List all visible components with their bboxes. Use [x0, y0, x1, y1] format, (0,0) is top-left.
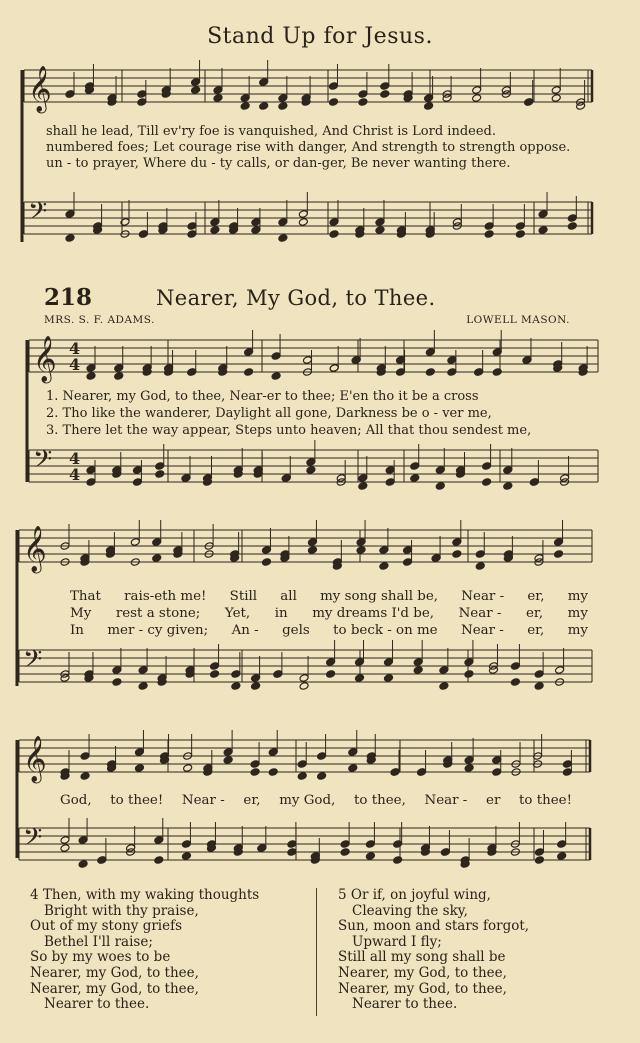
staff [19, 740, 590, 772]
verse-line: Upward I fly; [352, 933, 442, 950]
lyric-word: to thee! [519, 793, 572, 808]
verse-line: Nearer to thee. [44, 996, 150, 1013]
note [492, 368, 502, 377]
note [281, 474, 291, 483]
lyric-word: all [280, 589, 297, 604]
lyric-word: mer - cy given; [107, 623, 209, 638]
lyric-word: my dreams I'd be, [312, 606, 434, 621]
note [379, 546, 389, 555]
system2-verse1-lyric [70, 589, 588, 604]
note [250, 760, 260, 769]
staff [24, 202, 592, 234]
staff [19, 650, 592, 682]
verse-line: Nearer, my God, to thee, [30, 980, 199, 997]
note [114, 372, 124, 381]
note [268, 768, 278, 777]
note [358, 90, 368, 99]
lyric-word: gels [282, 623, 310, 638]
note [393, 856, 403, 865]
note [86, 364, 96, 373]
note [384, 658, 394, 667]
note [86, 372, 96, 381]
note [187, 222, 197, 231]
note [326, 670, 336, 679]
system2-verse2-lyric [70, 606, 588, 621]
note [244, 348, 254, 357]
note [562, 760, 572, 769]
note [152, 554, 162, 563]
note [231, 670, 241, 679]
note [329, 364, 339, 373]
note [210, 226, 220, 235]
lyric-word: to thee! [110, 793, 164, 808]
note [152, 538, 162, 547]
note [510, 662, 520, 671]
lyric-word: my [567, 623, 588, 638]
verse-line: Nearer, my God, to thee, [30, 964, 199, 981]
note [475, 550, 485, 559]
lyric-word: rest a stone; [115, 606, 201, 621]
lyric-word: In [70, 623, 84, 638]
note [472, 94, 482, 103]
previous-hymn-title: Stand Up for Jesus. [207, 24, 433, 49]
note [522, 356, 532, 365]
note [268, 748, 278, 757]
note [86, 466, 96, 475]
treble-clef: 𝄞 [28, 66, 52, 112]
lyric-word: er, [243, 793, 261, 808]
lyric-word: rais-eth me! [124, 589, 207, 604]
note [137, 98, 147, 107]
note [356, 546, 366, 555]
note [365, 840, 375, 849]
note [551, 94, 561, 103]
note [484, 222, 494, 231]
note [86, 478, 96, 487]
lyric-word: My [70, 606, 92, 621]
note [385, 466, 395, 475]
note [112, 666, 122, 675]
verse-line: 5 Or if, on joyful wing, [338, 887, 491, 903]
staff [29, 340, 598, 372]
note [551, 86, 561, 95]
note [356, 538, 366, 547]
lyric-word: er, [527, 589, 545, 604]
note [271, 352, 281, 361]
note [482, 462, 492, 471]
note [278, 94, 288, 103]
note [390, 768, 400, 777]
note [299, 682, 309, 691]
note [132, 466, 142, 475]
verse-line: Sun, moon and stars forgot, [338, 918, 530, 935]
lyric-word: my [567, 606, 588, 621]
note [306, 466, 316, 475]
note [250, 768, 260, 777]
verse-line: So by my woes to be [30, 949, 171, 966]
note [278, 234, 288, 243]
note [492, 768, 502, 777]
note [472, 86, 482, 95]
verse-line: Bright with thy praise, [44, 902, 199, 919]
note [340, 848, 350, 857]
note [535, 856, 545, 865]
note [181, 840, 191, 849]
note [65, 210, 75, 219]
system2-verse3-lyric [70, 623, 588, 638]
note [213, 94, 223, 103]
note [424, 102, 434, 111]
staff [19, 828, 590, 860]
note [403, 546, 413, 555]
note [435, 482, 445, 491]
note [213, 86, 223, 95]
note [278, 218, 288, 227]
note [431, 554, 441, 563]
lyric-word: Near - [458, 606, 502, 621]
note [181, 474, 191, 483]
verse-line: Nearer to thee. [352, 996, 458, 1013]
lyric-word: Near - [460, 623, 504, 638]
verse-line: 4 Then, with my waking thoughts [30, 887, 260, 903]
note [137, 90, 147, 99]
note [439, 682, 449, 691]
note [380, 82, 390, 91]
note [251, 218, 261, 227]
note [529, 478, 539, 487]
note [138, 682, 148, 691]
note [261, 546, 271, 555]
note [358, 482, 368, 491]
note [515, 230, 525, 239]
note [244, 368, 254, 377]
note [375, 226, 385, 235]
note [484, 230, 494, 239]
note [452, 550, 462, 559]
note [187, 368, 197, 377]
note [155, 462, 165, 471]
note [231, 682, 241, 691]
note [134, 764, 144, 773]
verse-line: Out of my stony griefs [30, 918, 183, 935]
note [191, 78, 201, 87]
note [396, 368, 406, 377]
note [329, 218, 339, 227]
verse-line: Bethel I'll raise; [44, 933, 153, 950]
note [413, 658, 423, 667]
time-signature: 4 [69, 449, 81, 468]
lyric-word: to beck - on me [333, 623, 438, 638]
note [340, 840, 350, 849]
previous-hymn-lyric-line-1: shall he lead, Till ev'ry foe is vanquished, And Christ is Lord indeed. [46, 124, 496, 139]
lyric-word: er, [525, 606, 544, 621]
note [329, 230, 339, 239]
note [278, 102, 288, 111]
note [557, 852, 567, 861]
lyric-word: er [486, 793, 501, 808]
note [358, 98, 368, 107]
note [287, 848, 297, 857]
note [555, 666, 565, 675]
note [251, 674, 261, 683]
note [271, 372, 281, 381]
note [348, 748, 358, 757]
note [298, 218, 308, 227]
time-signature: 4 [69, 339, 81, 358]
note [365, 852, 375, 861]
note [452, 538, 462, 547]
note [307, 546, 317, 555]
note [567, 222, 577, 231]
note [138, 230, 148, 239]
note [155, 470, 165, 479]
note [435, 466, 445, 475]
note [413, 666, 423, 675]
note [492, 756, 502, 765]
time-signature: 4 [69, 355, 81, 374]
lyric-word: An - [231, 623, 259, 638]
note [510, 678, 520, 687]
lyric-word: er, [527, 623, 545, 638]
note [403, 558, 413, 567]
note [138, 666, 148, 675]
note [380, 90, 390, 99]
system3-lyric [60, 793, 572, 808]
note [317, 752, 327, 761]
time-signature: 4 [69, 465, 81, 484]
verse-5 [338, 888, 529, 1013]
note [515, 222, 525, 231]
previous-hymn-lyric-line-2: numbered foes; Let courage rise with danger, And strength to strength oppose. [46, 140, 571, 155]
previous-hymn-lyric-line-3: un - to prayer, Where du - ty calls, or dan-ger, Be never wanting there. [46, 156, 511, 171]
note [60, 844, 70, 853]
note [297, 760, 307, 769]
lyric-word: Near - [181, 793, 225, 808]
note [535, 848, 545, 857]
note [464, 658, 474, 667]
bass-clef: 𝄢 [23, 645, 43, 680]
note [439, 666, 449, 675]
note [298, 210, 308, 219]
note [251, 226, 261, 235]
note [440, 848, 450, 857]
note [355, 658, 365, 667]
note [474, 368, 484, 377]
note [503, 482, 513, 491]
hymn-number: 218 [44, 284, 93, 311]
lyric-word: Yet, [224, 606, 251, 621]
note [78, 860, 88, 869]
note [259, 78, 269, 87]
note [154, 856, 164, 865]
note [329, 82, 339, 91]
note [503, 466, 513, 475]
note [65, 234, 75, 243]
system1-verse1-lyric: 1. Nearer, my God, to thee, Near-er to thee; E'en tho it be a cross [46, 389, 479, 404]
bass-clef: 𝄢 [33, 445, 53, 480]
lyric-word: Still [229, 589, 258, 604]
note [78, 836, 88, 845]
note [317, 772, 327, 781]
note [351, 356, 361, 365]
lyric-word: my God, [279, 793, 336, 808]
note [554, 538, 564, 547]
verse-line: Nearer, my God, to thee, [338, 980, 507, 997]
note [326, 658, 336, 667]
note [375, 218, 385, 227]
note [385, 478, 395, 487]
note [464, 764, 474, 773]
verse-line: Cleaving the sky, [352, 902, 468, 919]
lyric-word: That [70, 589, 101, 604]
note [240, 94, 250, 103]
note [65, 90, 75, 99]
note [424, 94, 434, 103]
hymn-author: MRS. S. F. ADAMS. [44, 314, 155, 326]
note [464, 670, 474, 679]
note [379, 562, 389, 571]
lyric-word: God, [60, 793, 92, 808]
note [329, 98, 339, 107]
hymn-composer: LOWELL MASON. [466, 314, 570, 326]
note [299, 674, 309, 683]
note [306, 458, 316, 467]
note [562, 768, 572, 777]
note [97, 856, 107, 865]
note [80, 752, 90, 761]
system1-verse2-lyric: 2. Tho like the wanderer, Daylight all gone, Darkness be o - ver me, [46, 406, 492, 421]
note [273, 670, 283, 679]
note [393, 840, 403, 849]
note [210, 670, 220, 679]
note [348, 764, 358, 773]
verse-line: Nearer, my God, to thee, [338, 964, 507, 981]
note [482, 478, 492, 487]
note [251, 682, 261, 691]
note [567, 214, 577, 223]
note [183, 764, 193, 773]
note [384, 674, 394, 683]
note [534, 670, 544, 679]
note [425, 348, 435, 357]
note [417, 768, 427, 777]
hymn-title: Nearer, My God, to Thee. [156, 286, 436, 310]
note [191, 86, 201, 95]
note [557, 840, 567, 849]
note [130, 538, 140, 547]
treble-clef: 𝄞 [33, 336, 57, 382]
note [210, 218, 220, 227]
lyric-word: in [274, 606, 288, 621]
note [60, 836, 70, 845]
note [132, 478, 142, 487]
note [210, 662, 220, 671]
note [240, 102, 250, 111]
note [154, 836, 164, 845]
note [303, 356, 313, 365]
note [554, 550, 564, 559]
note [355, 674, 365, 683]
note [261, 558, 271, 567]
note [181, 852, 191, 861]
lyric-word: my song shall be, [320, 589, 439, 604]
note [134, 748, 144, 757]
note [492, 348, 502, 357]
note [410, 474, 420, 483]
note [538, 210, 548, 219]
bass-clef: 𝄢 [23, 823, 43, 858]
verse-line: Still all my song shall be [338, 949, 506, 966]
note [187, 230, 197, 239]
note [475, 562, 485, 571]
note [223, 748, 233, 757]
lyric-word: Near - [461, 589, 505, 604]
note [524, 98, 534, 107]
note [287, 840, 297, 849]
lyric-word: to thee, [354, 793, 406, 808]
note [259, 102, 269, 111]
note [464, 756, 474, 765]
bass-clef: 𝄢 [28, 197, 48, 232]
note [410, 462, 420, 471]
verse-4 [30, 888, 259, 1013]
note [538, 226, 548, 235]
note [80, 772, 90, 781]
note [307, 538, 317, 547]
note [112, 678, 122, 687]
lyric-word: Near - [424, 793, 468, 808]
note [447, 356, 457, 365]
note [297, 772, 307, 781]
note [425, 368, 435, 377]
verse-divider [316, 888, 317, 1016]
note [223, 756, 233, 765]
system1-verse3-lyric: 3. There let the way appear, Steps unto heaven; All that thou sendest me, [46, 423, 532, 438]
note [257, 844, 267, 853]
treble-clef: 𝄞 [23, 736, 47, 782]
note [447, 368, 457, 377]
note [534, 682, 544, 691]
note [114, 364, 124, 373]
lyric-word: my [567, 589, 588, 604]
note [358, 474, 368, 483]
treble-clef: 𝄞 [23, 526, 47, 572]
